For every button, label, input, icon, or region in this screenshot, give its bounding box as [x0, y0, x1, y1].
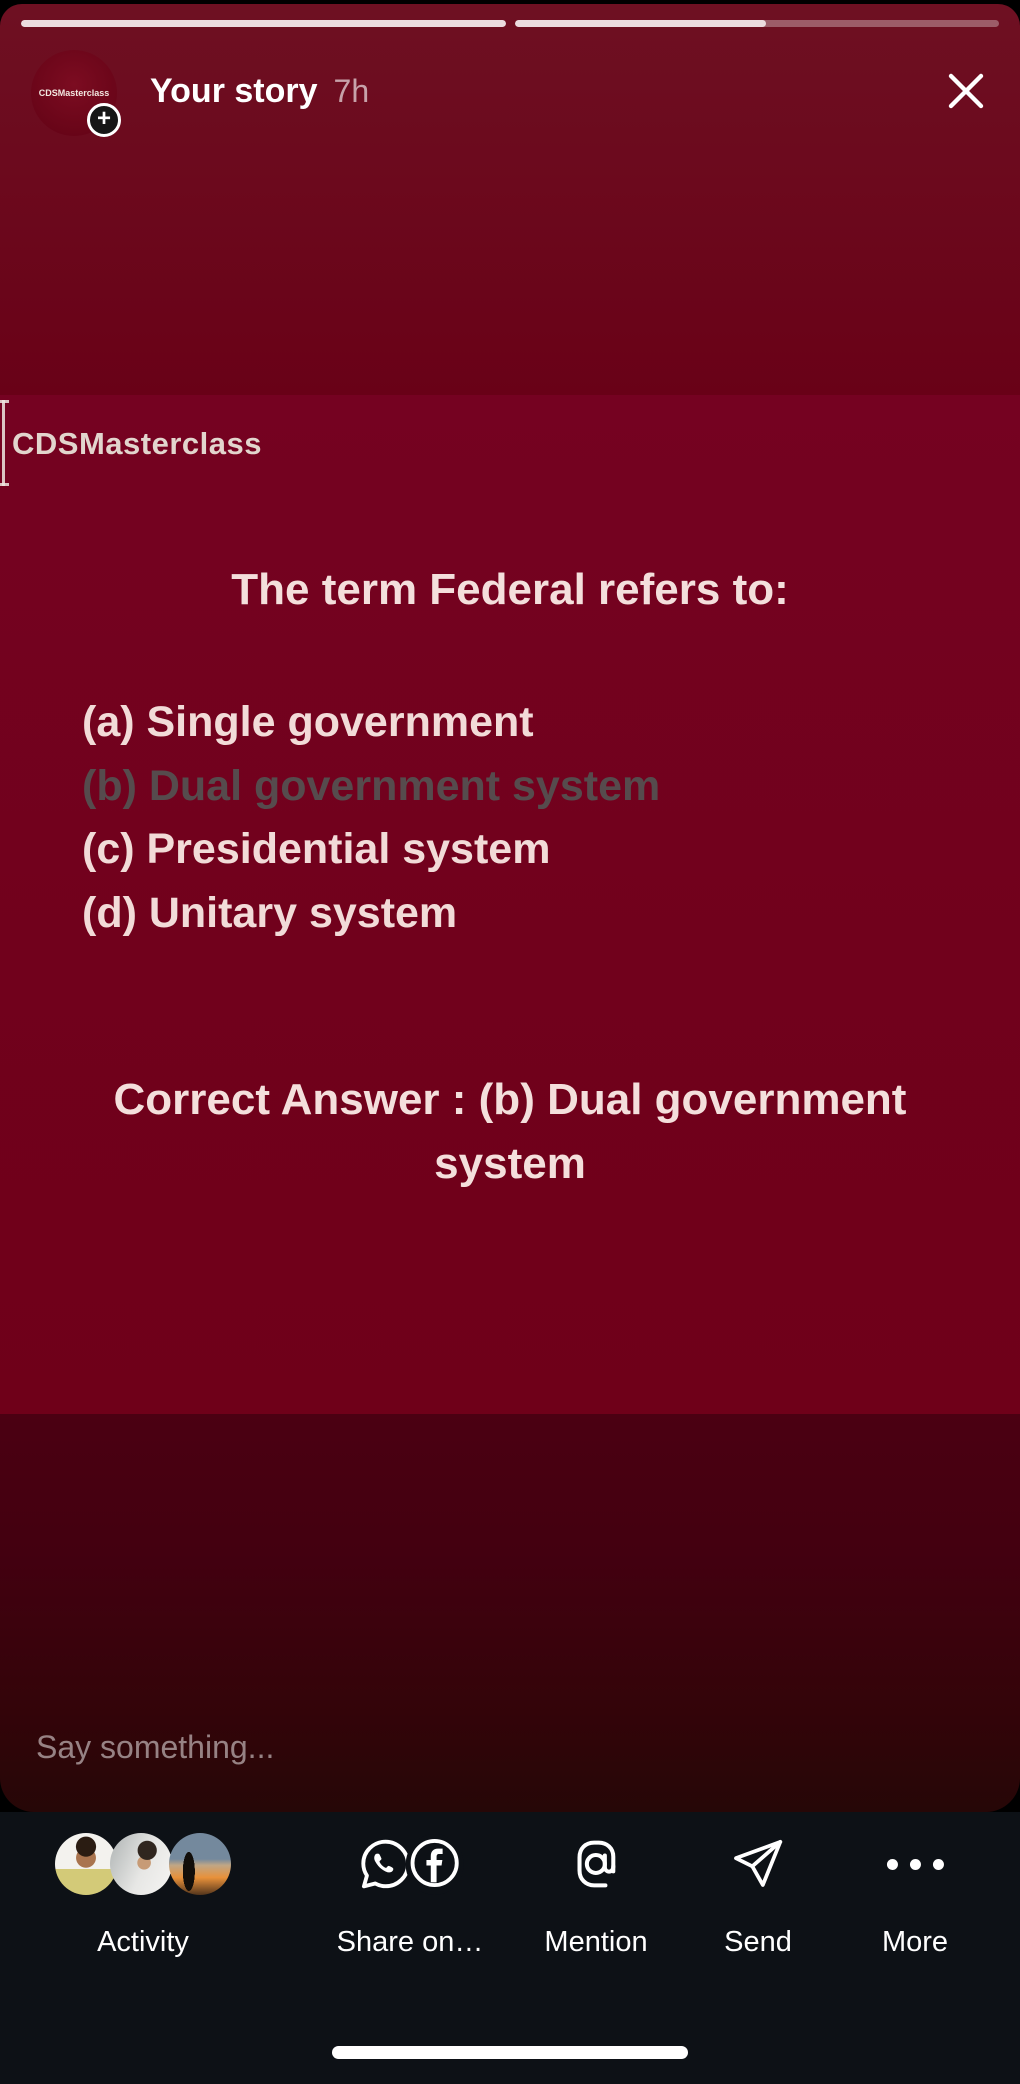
- story-timestamp: 7h: [333, 73, 370, 109]
- send-label: Send: [724, 1926, 792, 1958]
- activity-button[interactable]: [55, 1812, 231, 1959]
- send-button[interactable]: [724, 1812, 792, 1959]
- story-viewport[interactable]: [0, 4, 1020, 1812]
- mention-button[interactable]: [544, 1812, 647, 1959]
- close-icon: [943, 68, 989, 114]
- answer-line-2: system: [434, 1139, 586, 1188]
- activity-viewer-avatars: [55, 1833, 231, 1895]
- send-paper-plane-icon: [730, 1836, 786, 1892]
- quiz-question: The term Federal refers to:: [231, 565, 789, 614]
- quiz-option-a: (a) Single government: [82, 698, 534, 746]
- mention-label: Mention: [544, 1926, 648, 1958]
- viewer-avatar-2: [110, 1833, 172, 1895]
- answer-line-1: Correct Answer : (b) Dual government: [113, 1075, 907, 1124]
- quiz-option-c: (c) Presidential system: [82, 825, 551, 873]
- home-indicator[interactable]: [332, 2046, 688, 2059]
- watermark-cursor-bar: [2, 400, 5, 486]
- reply-placeholder: Say something...: [36, 1728, 275, 1765]
- letterbox-top: [0, 4, 1020, 395]
- quiz-option-d: (d) Unitary system: [82, 888, 458, 937]
- share-on-label: Share on…: [336, 1926, 484, 1958]
- avatar-label: CDSMasterclass: [38, 88, 110, 98]
- mention-at-icon: [569, 1837, 623, 1891]
- progress-segment-2: [515, 20, 1000, 27]
- story-action-bar: [0, 1812, 1020, 2084]
- viewer-avatar-3: [169, 1833, 231, 1895]
- facebook-icon: [405, 1834, 463, 1892]
- story-owner-title[interactable]: Your story: [150, 72, 318, 110]
- story-watermark: CDSMasterclass: [12, 426, 262, 461]
- more-dots-icon: [886, 1859, 943, 1870]
- more-label: More: [881, 1926, 949, 1958]
- progress-fill-2: [515, 20, 767, 27]
- more-button[interactable]: [882, 1812, 948, 1959]
- share-on-button[interactable]: [337, 1812, 484, 1959]
- progress-fill-1: [21, 20, 506, 27]
- progress-segment-1: [21, 20, 506, 27]
- quiz-option-b: (b) Dual government system: [82, 761, 661, 810]
- reply-input[interactable]: [20, 1704, 1000, 1790]
- close-button[interactable]: [940, 66, 992, 118]
- add-story-plus-icon: +: [87, 103, 121, 137]
- quiz-correct-answer: [90, 1068, 930, 1196]
- story-progress-bars: [21, 20, 999, 27]
- quiz-options: [82, 691, 660, 945]
- activity-label: Activity: [97, 1926, 189, 1958]
- viewer-avatar-1: [55, 1833, 117, 1895]
